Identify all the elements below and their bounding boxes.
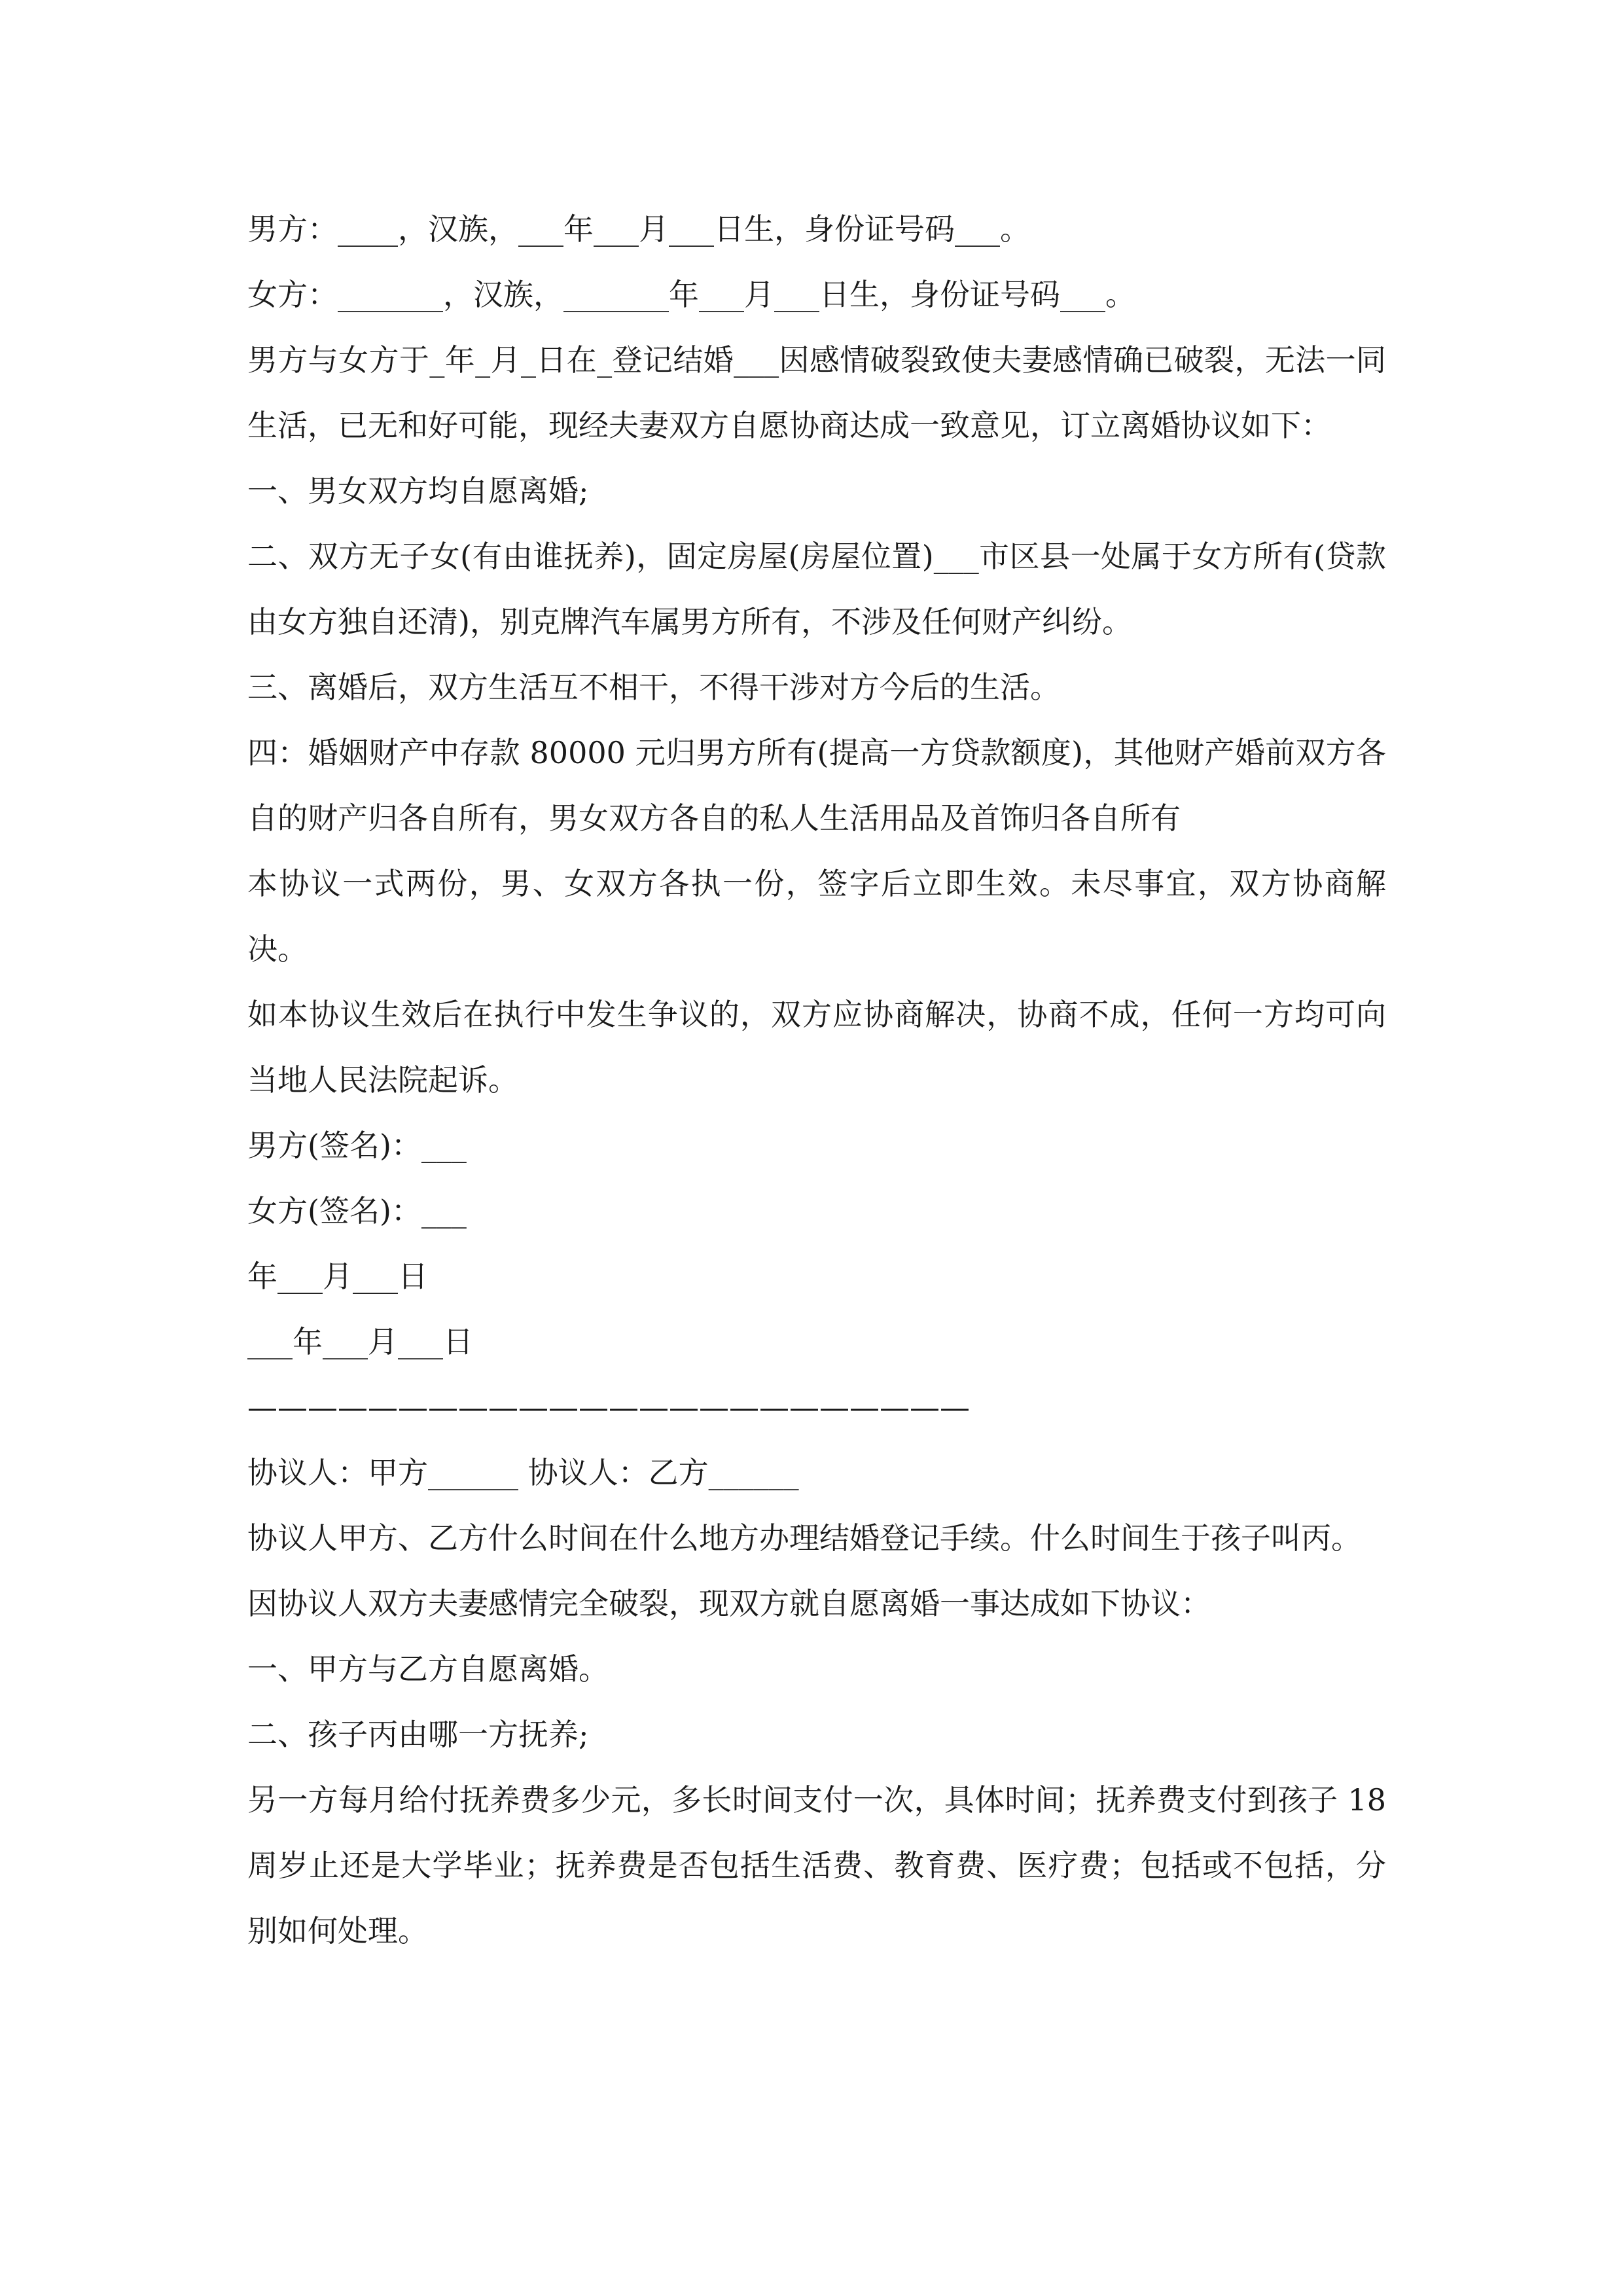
second-clause-2: 二、孩子丙由哪一方抚养; bbox=[247, 1717, 589, 1752]
agreement-body bbox=[247, 196, 1386, 1964]
registration-statement: 协议人甲方、乙方什么时间在什么地方办理结婚登记手续。什么时间生于孩子叫丙。 bbox=[247, 1520, 1361, 1556]
second-clause-1: 一、甲方与乙方自愿离婚。 bbox=[247, 1651, 609, 1687]
clause-4: 四：婚姻财产中存款 80000 元归男方所有(提高一方贷款额度)，其他财产婚前双方各自的财产归各自所有，男女双方各自的私人生活用品及首饰归各自所有 bbox=[247, 735, 1386, 836]
male-party-info: 男方：____，汉族，___年___月___日生，身份证号码___。 bbox=[247, 211, 1030, 247]
agreement-intro: 因协议人双方夫妻感情完全破裂，现双方就自愿离婚一事达成如下协议： bbox=[247, 1586, 1211, 1621]
male-signature: 男方(签名)：___ bbox=[247, 1128, 467, 1163]
dispute-clause: 如本协议生效后在执行中发生争议的，双方应协商解决，协商不成，任何一方均可向当地人民法院起诉。 bbox=[247, 997, 1386, 1098]
date-line-1: 年___月___日 bbox=[247, 1259, 428, 1294]
clause-3: 三、离婚后，双方生活互不相干，不得干涉对方今后的生活。 bbox=[247, 670, 1060, 705]
date-line-2: ___年___月___日 bbox=[247, 1324, 473, 1359]
female-party-info: 女方：_______，汉族，_______年___月___日生，身份证号码___。 bbox=[247, 277, 1135, 312]
clause-1: 一、男女双方均自愿离婚; bbox=[247, 473, 589, 509]
support-clause: 另一方每月给付抚养费多少元，多长时间支付一次，具体时间；抚养费支付到孩子 18 周岁止还是大学毕业；抚养费是否包括生活费、教育费、医疗费；包括或不包括，分别如何处理。 bbox=[247, 1782, 1386, 1948]
clause-2: 二、双方无子女(有由谁抚养)，固定房屋(房屋位置)___市区县一处属于女方所有(贷款由女方独自还清)，别克牌汽车属男方所有，不涉及任何财产纠纷。 bbox=[247, 539, 1386, 639]
separator-line: ———————————————————————— bbox=[247, 1390, 970, 1425]
agreement-parties: 协议人：甲方______ 协议人：乙方______ bbox=[247, 1455, 799, 1490]
effect-clause: 本协议一式两份，男、女双方各执一份，签字后立即生效。未尽事宜，双方协商解决。 bbox=[247, 866, 1386, 967]
female-signature: 女方(签名)：___ bbox=[247, 1193, 467, 1229]
marriage-statement: 男方与女方于_年_月_日在_登记结婚___因感情破裂致使夫妻感情确已破裂，无法一同生活，已无和好可能，现经夫妻双方自愿协商达成一致意见，订立离婚协议如下： bbox=[247, 342, 1386, 443]
